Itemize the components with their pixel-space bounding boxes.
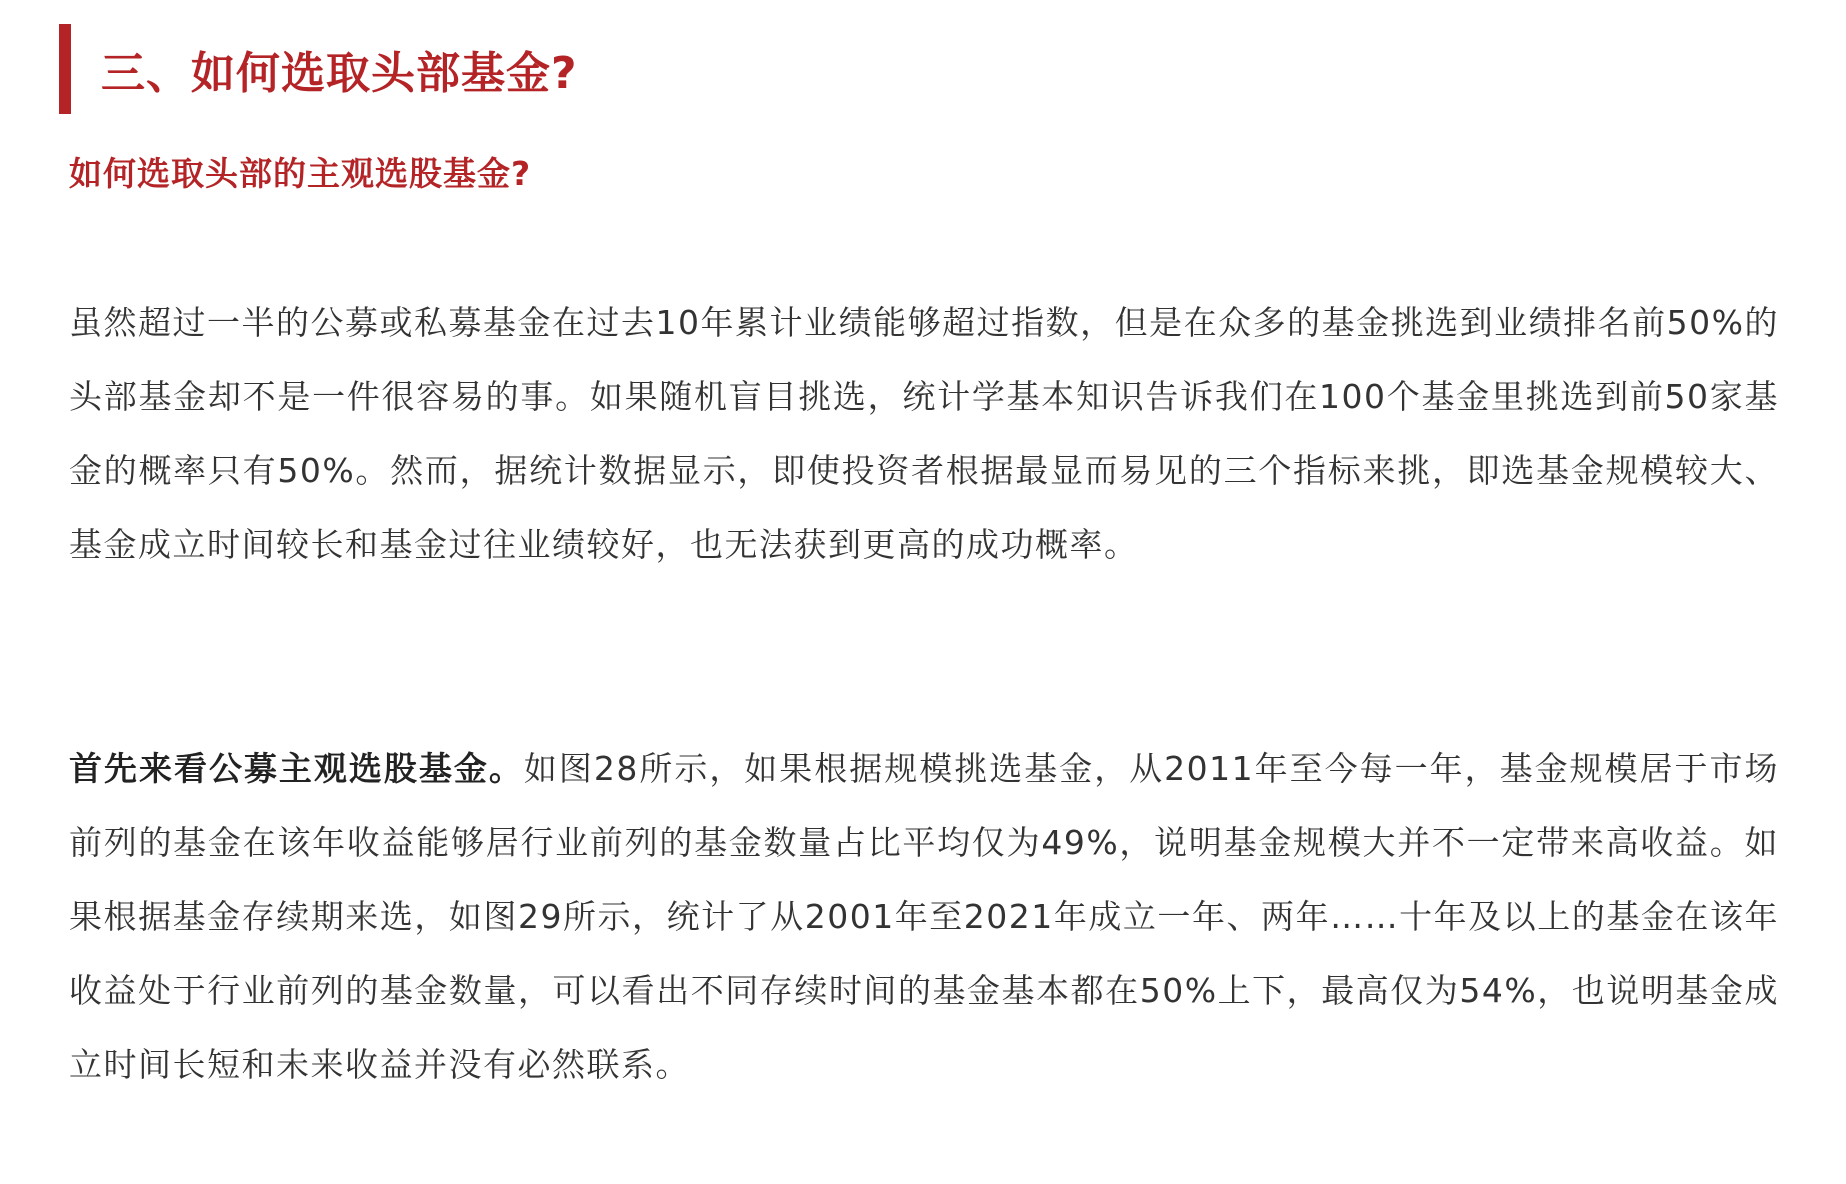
paragraph-2-lead: 首先来看公募主观选股基金。	[69, 749, 524, 788]
sub-heading: 如何选取头部的主观选股基金?	[69, 154, 532, 193]
section-accent-bar	[59, 24, 71, 114]
paragraph-2	[69, 732, 1779, 1102]
paragraph-1-text: 虽然超过一半的公募或私募基金在过去10年累计业绩能够超过指数，但是在众多的基金挑选到业绩排名前50%的头部基金却不是一件很容易的事。如果随机盲目挑选，统计学基本知识告诉我们在100个基金里挑选到前50家基金的概率只有50%。然而，据统计数据显示，即使投资者根据最显而易见的三个指标来挑，即选基金规模较大、基金成立时间较长和基金过往业绩较好，也无法获到更高的成功概率。	[69, 303, 1779, 564]
paragraph-1	[69, 286, 1779, 582]
section-heading	[59, 24, 578, 114]
paragraph-2-text: 如图28所示，如果根据规模挑选基金，从2011年至今每一年，基金规模居于市场前列的基金在该年收益能够居行业前列的基金数量占比平均仅为49%，说明基金规模大并不一定带来高收益。如果根据基金存续期来选，如图29所示，统计了从2001年至2021年成立一年、两年……十年及以上的基金在该年收益处于行业前列的基金数量，可以看出不同存续时间的基金基本都在50%上下，最高仅为54%，也说明基金成立时间长短和未来收益并没有必然联系。	[69, 749, 1780, 1084]
section-title: 三、如何选取头部基金?	[101, 48, 578, 99]
